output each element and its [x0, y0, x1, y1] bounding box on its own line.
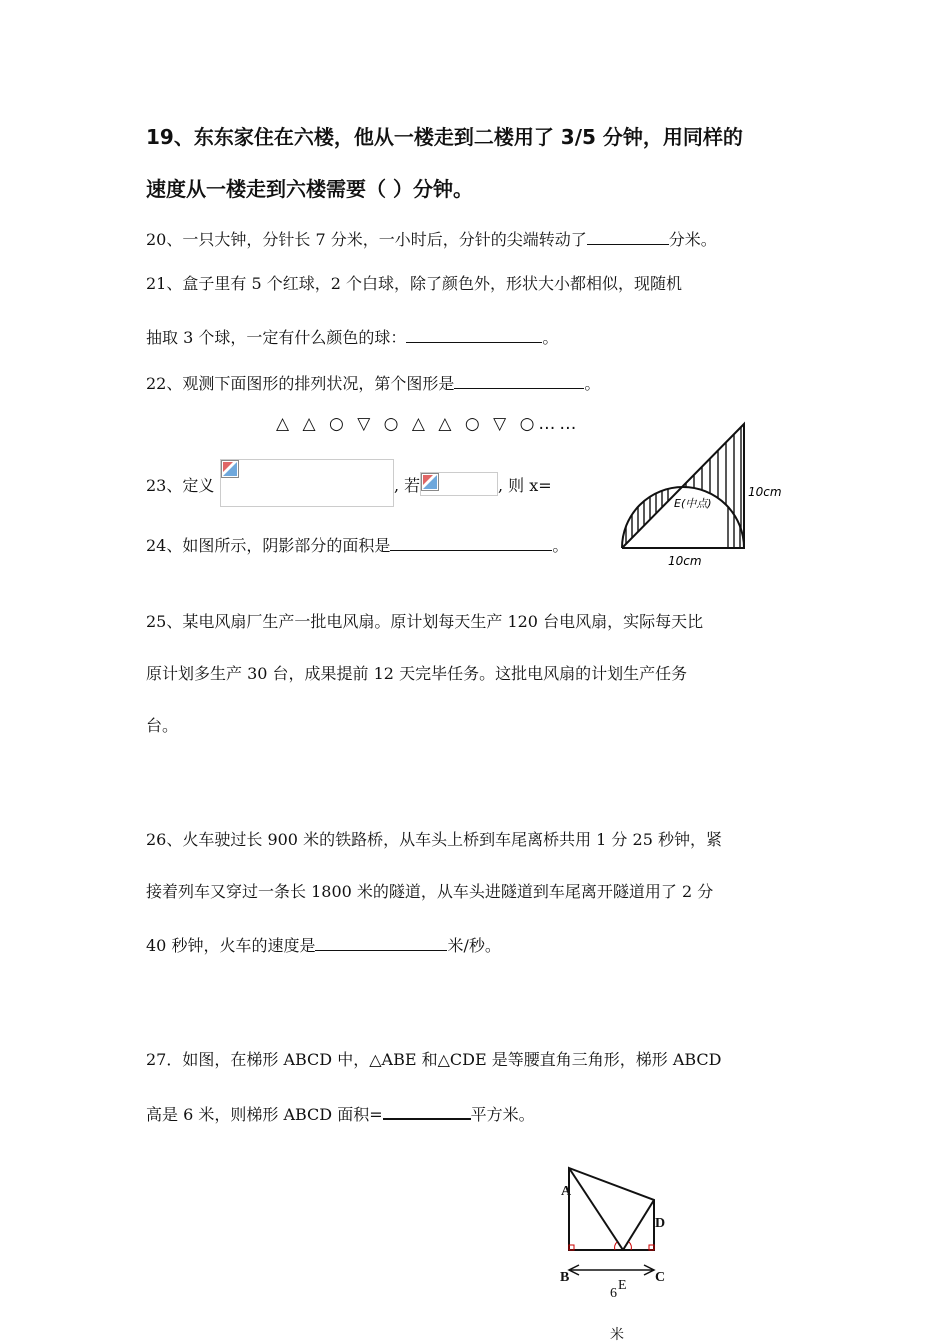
- q21-end: 。: [542, 328, 559, 347]
- vertex-c-label: C: [655, 1270, 666, 1285]
- vertex-b-label: B: [560, 1270, 570, 1285]
- q27-line1: 27．如图，在梯形 ABCD 中，△ABE 和△CDE 是等腰直角三角形，梯形 ABCD: [146, 1050, 722, 1069]
- midpoint-label: E(中点): [674, 497, 712, 510]
- q20-answer-blank[interactable]: [587, 228, 669, 245]
- shaded-semicircle-figure: [610, 418, 800, 573]
- dimension-value: 6: [610, 1286, 617, 1301]
- q19-line1: 19、东东家住在六楼，他从一楼走到二楼用了 3/5 分钟，用同样的: [146, 125, 743, 149]
- q22-text: [146, 372, 600, 394]
- q27-unit: 平方米。: [470, 1105, 535, 1124]
- q24-answer-blank[interactable]: [390, 534, 552, 551]
- q23-suffix: , 则 x=: [498, 476, 552, 495]
- q26-prompt: 40 秒钟，火车的速度是: [146, 936, 316, 955]
- q22-prompt: 22、观测下面图形的排列状况，第个图形是: [146, 374, 455, 393]
- q26-line1: 26、火车驶过长 900 米的铁路桥，从车头上桥到车尾离桥共用 1 分 25 秒钟，紧: [146, 830, 722, 849]
- vertex-a-label: A: [561, 1184, 572, 1199]
- q26-unit: 米/秒。: [447, 936, 501, 955]
- broken-image-icon: [421, 473, 439, 491]
- q25-line3: 台。: [146, 716, 179, 735]
- vertex-d-label: D: [655, 1216, 666, 1231]
- q21-answer-blank[interactable]: [406, 326, 542, 343]
- q21-prompt: 抽取 3 个球，一定有什么颜色的球：: [146, 328, 407, 347]
- q25-line2: 原计划多生产 30 台，成果提前 12 天完毕任务。这批电风扇的计划生产任务: [146, 664, 688, 683]
- q26-line2: 接着列车又穿过一条长 1800 米的隧道，从车头进隧道到车尾离开隧道用了 2 分: [146, 882, 714, 901]
- q23-prefix: 23、定义: [146, 476, 215, 495]
- q24-prompt: 24、如图所示，阴影部分的面积是: [146, 536, 391, 555]
- q21-line1: 21、盒子里有 5 个红球，2 个白球，除了颜色外，形状大小都相似，现随机: [146, 274, 682, 293]
- q27-line2: [146, 1102, 535, 1125]
- vertex-e-label: E: [618, 1278, 627, 1293]
- q27-prompt: 高是 6 米，则梯形 ABCD 面积=: [146, 1105, 383, 1124]
- q24-text: [146, 534, 568, 556]
- q20-text: [146, 228, 717, 250]
- side-length-label: 10cm: [748, 485, 782, 499]
- q27-answer-blank[interactable]: [383, 1102, 471, 1120]
- definition-formula-image: [220, 459, 394, 507]
- q20-unit: 分米。: [668, 230, 717, 249]
- q23-mid: , 若: [394, 476, 421, 495]
- q20-prompt: 20、一只大钟，分针长 7 分米，一小时后，分针的尖端转动了: [146, 230, 587, 249]
- shape-sequence: △ △ ○ ▽ ○ △ △ ○ ▽ ○……: [276, 414, 581, 434]
- q21-line2: [146, 326, 558, 348]
- base-length-label: 10cm: [668, 554, 702, 568]
- q26-answer-blank[interactable]: [315, 934, 447, 951]
- dimension-unit: 米: [610, 1328, 624, 1343]
- q19-line2: 速度从一楼走到六楼需要（ ）分钟。: [146, 177, 473, 201]
- q26-line3: [146, 934, 501, 956]
- q25-line1: 25、某电风扇厂生产一批电风扇。原计划每天生产 120 台电风扇，实际每天比: [146, 612, 704, 631]
- broken-image-icon: [221, 460, 239, 478]
- q22-end: 。: [584, 374, 601, 393]
- q22-answer-blank[interactable]: [454, 372, 584, 389]
- q24-end: 。: [552, 536, 569, 555]
